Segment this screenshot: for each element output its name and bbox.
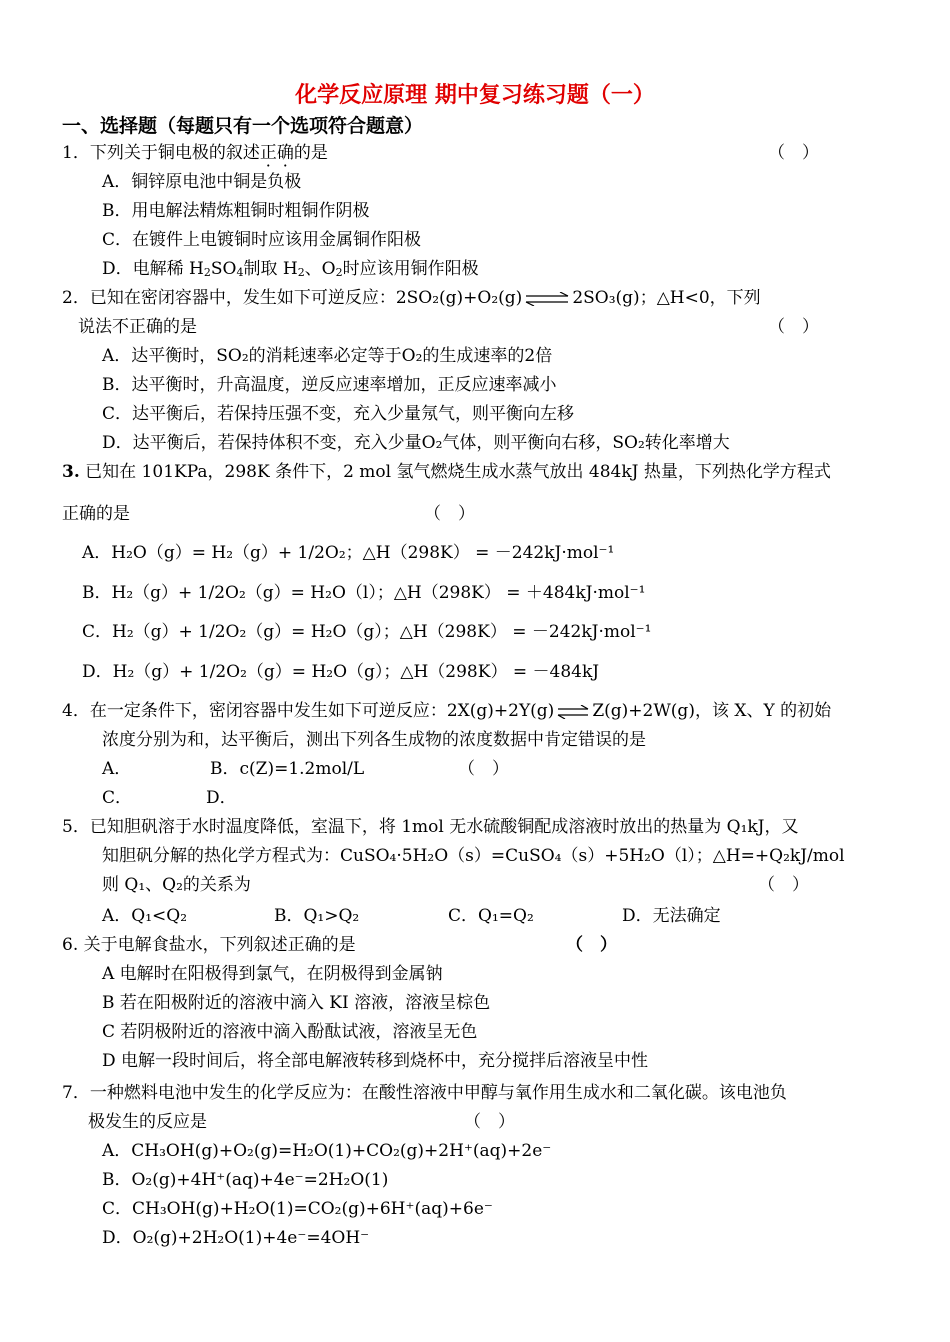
q4-option-a: A．: [102, 759, 132, 779]
q5-stem-line1: 5．已知胆矾溶于水时温度降低，室温下，将 1mol 无水硫酸铜配成溶液时放出的热量为 Q₁kJ，又: [62, 817, 799, 837]
q4-option-c: C．: [102, 788, 133, 808]
q6-option-c: C 若阴极附近的溶液中滴入酚酞试液，溶液呈无色: [102, 1022, 478, 1042]
q5-stem-line3: 则 Q₁、Q₂的关系为: [102, 875, 251, 895]
q2-option-b: B．达平衡时，升高温度，逆反应速率增加，正反应速率减小: [102, 375, 557, 395]
q2-answer-blank: （ ）: [768, 317, 819, 337]
q4-option-b: B．c(Z)=1.2mol/L: [210, 759, 365, 779]
q6-option-b: B 若在阳极附近的溶液中滴入 KI 溶液，溶液呈棕色: [102, 993, 491, 1013]
q1-option-d: D．电解稀 $H_2SO_4$制取 $H_2$、$O_2$时应该用铜作阳极: [102, 259, 479, 279]
section-heading: 一、选择题（每题只有一个选项符合题意）: [62, 115, 424, 137]
equilibrium-arrow-icon: [524, 292, 570, 306]
q3-answer-blank: （ ）: [424, 504, 475, 524]
q7-stem-line2: 极发生的反应是: [88, 1112, 207, 1132]
q5-option-c: C．Q₁=Q₂: [448, 906, 534, 926]
q3-stem-line2: 正确的是: [62, 504, 130, 524]
q5-option-b: B．Q₁>Q₂: [274, 906, 360, 926]
q1-option-c: C．在镀件上电镀铜时应该用金属铜作阳极: [102, 230, 422, 250]
q6-option-a: A 电解时在阳极得到氯气，在阴极得到金属钠: [102, 964, 443, 984]
q5-stem-line2: 知胆矾分解的热化学方程式为：CuSO₄·5H₂O（s）=CuSO₄（s）+5H₂O（l）；△H=+Q₂kJ/mol: [102, 846, 845, 866]
q7-option-c: C．CH₃OH(g)+H₂O(1)=CO₂(g)+6H⁺(aq)+6e⁻: [102, 1199, 493, 1219]
q7-option-a: A．CH₃OH(g)+O₂(g)=H₂O(1)+CO₂(g)+2H⁺(aq)+2e⁻: [102, 1141, 552, 1161]
q1-option-b: B．用电解法精炼粗铜时粗铜作阴极: [102, 201, 370, 221]
q2-option-d: D．达平衡后，若保持体积不变，充入少量O₂气体，则平衡向右移，SO₂转化率增大: [102, 433, 730, 453]
q3-option-a: A．H₂O（g）= H₂（g）+ 1/2O₂；△H（298K） = －242kJ·mol⁻¹: [82, 543, 615, 563]
q7-stem-line1: 7．一种燃料电池中发生的化学反应为：在酸性溶液中甲醇与氧作用生成水和二氧化碳。该电池负: [62, 1083, 787, 1103]
q4-answer-blank: （ ）: [458, 759, 509, 779]
q7-option-d: D．O₂(g)+2H₂O(1)+4e⁻=4OH⁻: [102, 1228, 370, 1248]
q6-answer-blank: （ ）: [566, 935, 617, 955]
q1-option-a: A．铜锌原电池中铜是负极: [102, 172, 302, 192]
q2-option-c: C．达平衡后，若保持压强不变，充入少量氖气，则平衡向左移: [102, 404, 575, 424]
q5-answer-blank: （ ）: [758, 875, 809, 895]
q3-option-b: B．H₂（g）+ 1/2O₂（g）= H₂O（l）；△H（298K） = ＋484kJ·mol⁻¹: [82, 583, 646, 603]
q6-stem: 6. 关于电解食盐水，下列叙述正确的是: [62, 935, 356, 955]
q4-stem-line1: 4．在一定条件下，密闭容器中发生如下可逆反应：2X(g)+2Y(g) Z(g)+2W(g)，该 X、Y 的初始: [62, 701, 832, 721]
q1-stem: 1．下列关于铜电极的叙述正确的是: [62, 143, 328, 163]
q5-option-a: A．Q₁<Q₂: [102, 906, 188, 926]
q3-stem-line1: 3. 已知在 101KPa，298K 条件下，2 mol 氢气燃烧生成水蒸气放出 484kJ 热量，下列热化学方程式: [62, 462, 831, 482]
q5-option-d: D．无法确定: [622, 906, 721, 926]
q4-option-d: D．: [206, 788, 237, 808]
q3-option-c: C．H₂（g）+ 1/2O₂（g）= H₂O（g）；△H（298K） = －242kJ·mol⁻¹: [82, 622, 652, 642]
q7-option-b: B．O₂(g)+4H⁺(aq)+4e⁻=2H₂O(1): [102, 1170, 389, 1190]
q4-stem-line2: 浓度分别为和，达平衡后，测出下列各生成物的浓度数据中肯定错误的是: [102, 730, 646, 750]
q2-option-a: A．达平衡时，SO₂的消耗速率必定等于O₂的生成速率的2倍: [102, 346, 553, 366]
q7-answer-blank: （ ）: [464, 1112, 515, 1132]
q6-option-d: D 电解一段时间后，将全部电解液转移到烧杯中，充分搅拌后溶液呈中性: [102, 1051, 649, 1071]
q3-option-d: D．H₂（g）+ 1/2O₂（g）= H₂O（g）；△H（298K） = －484kJ: [82, 662, 600, 682]
equilibrium-arrow-icon: [556, 705, 590, 719]
q2-stem-line2: 说法不正确的是: [78, 317, 197, 337]
q2-stem-line1: 2．已知在密闭容器中，发生如下可逆反应：2SO₂(g)+O₂(g) 2SO₃(g)；△H<0，下列: [62, 288, 761, 308]
page-title: 化学反应原理 期中复习练习题（一）: [295, 82, 655, 108]
q1-answer-blank: （ ）: [768, 143, 819, 163]
